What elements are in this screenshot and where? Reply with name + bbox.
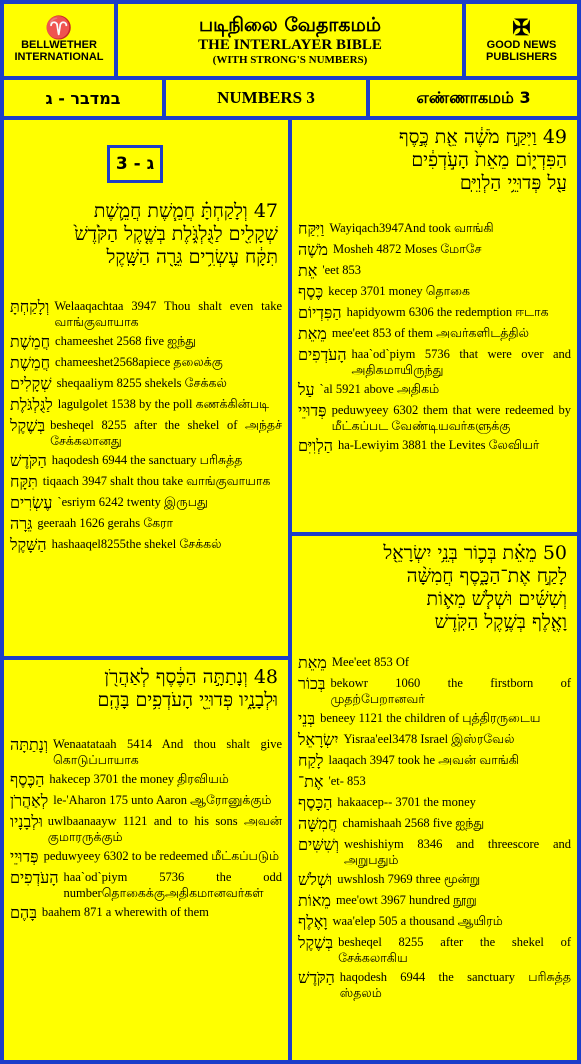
gloss: geeraah 1626 gerahs கேரா [37,516,174,530]
title-sub: (WITH STRONG'S NUMBERS) [212,53,368,66]
hebrew-word: בָּהֶם [10,903,37,922]
good-news-logo [466,4,577,76]
word-entry [298,262,571,280]
word-entry [10,298,282,330]
book-english: NUMBERS 3 [166,80,366,116]
logo-line2: INTERNATIONAL [14,51,104,63]
hebrew-word: וְלָקַחְתָּ [10,297,50,316]
word-entry [10,771,282,789]
hebrew-word: בְּשֶׁקֶל [10,416,46,435]
chapter-box: ג - 3 [107,145,163,183]
verse-47-entries [10,298,282,557]
gloss: hakaacep-- 3701 the money [337,795,476,809]
gloss: uwlbaanaayw 1121 and to his sons அவன் குமாரருக்கும் [47,814,282,844]
word-entry [298,710,571,728]
word-entry [298,381,571,399]
word-entry [10,904,282,922]
verse-line: תִּקָּ֔ח עֶשְׂרִ֥ים גֵּרָ֖ה הַשָּֽׁקֶל [106,246,278,268]
word-entry [298,402,571,434]
gloss: `al 5921 above அதிகம் [319,382,440,396]
hebrew-word: הַכָּסֶף [298,793,333,812]
hebrew-word: פְּדוּיֵי [10,847,39,866]
gloss: mee'eet 853 of them அவர்களிடத்தில் [331,326,530,340]
verse-line: 48 וְנָתַתָּ֣ה הַכֶּ֔סֶף לְאַהֲרֹ֖ן [104,666,278,688]
gloss: Mee'eet 853 Of [331,655,410,669]
gloss: uwshlosh 7969 three மூன்று [337,872,481,886]
word-entry [298,220,571,238]
gloss: Yisraa'eel3478 Israel இஸ்ரவேல் [343,732,515,746]
word-entry [298,836,571,868]
hebrew-word: הָעֹדְפִים [10,868,59,887]
hebrew-word: וְנָתַתָּה [10,735,49,754]
hebrew-word: מֵאֵת [298,324,327,343]
gloss: Welaaqachtaa 3947 Thou shalt even take வாங்குவாயாக [54,299,282,329]
logo-line1: GOOD NEWS [486,39,557,51]
word-entry [298,934,571,966]
word-entry [298,325,571,343]
word-entry [298,731,571,749]
hebrew-word: אֵת [298,261,318,280]
gloss: `esriym 6242 twenty இருபது [57,495,208,509]
hebrew-word: בְּכוֹר [298,674,326,693]
hebrew-word: הַפִּדְיוֹם [298,303,342,322]
title-english: THE INTERLAYER BIBLE [198,36,382,53]
ram-icon: ♈ [45,15,73,40]
hebrew-word: הַקֹּדֶשׁ [298,968,335,987]
gloss: laaqach 3947 took he அவன் வாங்கி [328,753,519,767]
verse-47-hebrew [4,200,288,269]
word-entry [10,869,282,901]
verse-48-panel [4,660,288,1060]
hebrew-word: חֲמֵשֶׁת [10,332,51,351]
gloss: mee'owt 3967 hundred நூறு [335,893,477,907]
title-block [118,4,462,76]
verse-line: 49 וַיִּקַּ֣ח מֹשֶׁ֔ה אֵ֖ת כֶּ֣סֶף [398,126,567,148]
verse-50-panel [292,536,577,1060]
gloss: Mosheh 4872 Moses மோசே [333,242,482,256]
gloss: haa`od`piym 5736 that were over and அதிகமாயிருந்து [351,347,571,377]
word-entry [10,396,282,414]
gloss: Wayiqach3947And took வாங்கி [329,221,494,235]
word-entry [10,333,282,351]
word-entry [298,241,571,259]
hebrew-word: אֶת־ [298,772,324,791]
word-entry [298,346,571,378]
verse-line: וְשִׁשִּׁ֜ים וּשְׁלֹ֧שׁ מֵא֛וֹת [426,588,567,610]
word-entry [10,494,282,512]
hebrew-word: לַגֻּלְגֹּלֶת [10,395,53,414]
book-tamil: எண்ணாகமம் 3 [370,80,577,116]
hebrew-word: וְשִׁשִּׁים [298,835,339,854]
gloss: kecep 3701 money தொகை [328,284,470,298]
trumpet-icon: ✠ [512,15,531,40]
gloss: ha-Lewiyim 3881 the Levites லேவியர் [337,438,540,452]
verse-line: וָאֶ֖לֶף בְּשֶׁ֥קֶל הַקֹּֽדֶשׁ [434,611,567,633]
word-entry [298,654,571,672]
gloss: hapidyowm 6306 the redemption ஈடாக [346,305,549,319]
logo-line2: PUBLISHERS [486,51,557,63]
word-entry [298,304,571,322]
hebrew-word: וּשְׁלֹשׁ [298,870,333,889]
hebrew-word: יִשְׂרָאֵל [298,730,339,749]
verse-50-entries [298,654,571,1004]
gloss: baahem 871 a wherewith of them [41,905,209,919]
word-entry [298,913,571,931]
gloss: haqodesh 6944 the sanctuary பரிசுத்த ஸ்தலம் [339,970,571,1000]
word-entry [10,354,282,372]
verse-line: עַ֖ל פְּדוּיֵ֥י הַלְוִיִּֽם [459,172,567,194]
gloss: haqodesh 6944 the sanctuary பரிசுத்த [51,453,243,467]
hebrew-word: תִּקָּח [10,472,38,491]
gloss: chamishaah 2568 five ஐந்து [342,816,485,830]
hebrew-word: לָקַח [298,751,324,770]
hebrew-word: הַקֹּדֶשׁ [10,451,47,470]
gloss: haa`od`piym 5736 the odd numberதொகைக்குஅதிகமானவர்கள் [63,870,282,900]
word-entry [10,813,282,845]
verse-line: הַפִּדְי֑וֹם מֵאֵת֙ הָעֹ֣דְפִ֔ים [411,149,567,171]
gloss: beneey 1121 the children of புத்திரருடைய [320,711,541,725]
word-entry [10,515,282,533]
verse-50-hebrew [292,542,577,634]
title-tamil: படிநிலை வேதாகமம் [198,13,382,36]
word-entry [10,848,282,866]
gloss: Wenaatataah 5414 And thou shalt give கொடுப்பாயாக [53,737,282,767]
hebrew-word: מֹשֶׁה [298,240,329,259]
word-entry [298,675,571,707]
word-entry [10,473,282,491]
gloss: besheqel 8255 after the shekel of சேக்கலாகிய [338,935,571,965]
gloss: besheqel 8255 after the shekel of அந்தச் சேக்கலானது [50,418,282,448]
gloss: tiqaach 3947 shalt thou take வாங்குவாயாக [42,474,271,488]
verse-line: 50 מֵאֵ֗ת בְּכ֛וֹר בְּנֵ֥י יִשְׂרָאֵ֖ל [383,542,567,564]
hebrew-word: עֶשְׂרִים [10,493,53,512]
book-hebrew: במדבר - ג [4,80,162,116]
hebrew-word: כֶּסֶף [298,282,324,301]
word-entry [10,375,282,393]
hebrew-word: וָאֶלֶף [298,912,328,931]
word-entry [298,815,571,833]
gloss: lagulgolet 1538 by the poll கணக்கின்படி [57,397,270,411]
verse-line: לָקַ֣ח אֶת־הַכָּ֑סֶף חֲמִשָּׁ֨ה [406,565,567,587]
hebrew-word: הַשָּׁקֶל [10,535,47,554]
word-entry [298,283,571,301]
hebrew-word: לְאַהֲרֹן [10,791,49,810]
word-entry [298,892,571,910]
word-entry [10,417,282,449]
hebrew-word: מֵאֵת [298,653,327,672]
hebrew-word: מֵאוֹת [298,891,331,910]
logo-line1: BELLWETHER [21,39,97,51]
verse-49-hebrew [292,126,577,195]
hebrew-word: וַיִּקַּח [298,219,325,238]
gloss: waa'elep 505 a thousand ஆயிரம் [332,914,503,928]
gloss: sheqaaliym 8255 shekels சேக்கல் [56,376,227,390]
word-entry [298,437,571,455]
hebrew-word: בְּשֶׁקֶל [298,933,334,952]
verse-49-entries [298,220,571,458]
hebrew-word: פְּדוּיֵי [298,401,327,420]
word-entry [10,452,282,470]
gloss: weshishiym 8346 and threescore and அறுபதும் [343,837,571,867]
gloss: 'eet 853 [322,263,362,277]
gloss: hakecep 3701 the money திரவியம் [49,772,229,786]
gloss: peduwyeey 6302 to be redeemed மீட்கப்படும் [43,849,280,863]
word-entry [298,794,571,812]
hebrew-word: בְּנֵי [298,709,316,728]
verse-line: 47 וְלָקַחְתָּ֗ חֲמֵ֧שֶׁת חֲמֵ֛שֶׁת [93,200,278,222]
verse-48-entries [10,736,282,925]
word-entry [10,536,282,554]
gloss: le-'Aharon 175 unto Aaron ஆரோனுக்கும் [53,793,272,807]
word-entry [298,969,571,1001]
verse-49-panel [292,120,577,532]
hebrew-word: הַכֶּסֶף [10,770,45,789]
hebrew-word: הָעֹדְפִים [298,345,347,364]
bellwether-logo [4,4,114,76]
word-entry [298,752,571,770]
gloss: chameeshet 2568 five ஐந்து [55,334,197,348]
hebrew-word: גֵּרָה [10,514,33,533]
verse-line: וּלְבָנָ֑יו פְּדוּיֵ֖י הָעֹדְפִ֥ים בָּהֶֽם [97,689,278,711]
word-entry [10,792,282,810]
hebrew-word: חֲמֵשֶׁת [10,353,51,372]
hebrew-word: וּלְבָנָיו [10,812,43,831]
hebrew-word: עַל [298,380,315,399]
verse-line: שְׁקָלִ֖ים לַגֻּלְגֹּ֑לֶת בְּשֶׁ֤קֶל הַקֹּ֙דֶשׁ֙ [74,223,278,245]
word-entry [298,871,571,889]
word-entry [10,736,282,768]
word-entry [298,773,571,791]
gloss: 'et- 853 [328,774,366,788]
gloss: hashaaqel8255the shekel சேக்கல் [51,537,222,551]
verse-48-hebrew [4,666,288,712]
hebrew-word: חֲמִשָּׁה [298,814,338,833]
gloss: bekowr 1060 the firstborn of முதற்பேறானவர் [330,676,571,706]
hebrew-word: הַלְוִיִּם [298,436,333,455]
hebrew-word: שְׁקָלִים [10,374,52,393]
gloss: peduwyeey 6302 them that were redeemed by மீட்கப்பட வேண்டியவர்களுக்கு [331,403,571,433]
verse-47-panel [4,120,288,656]
gloss: chameeshet2568apiece தலைக்கு [55,355,223,369]
